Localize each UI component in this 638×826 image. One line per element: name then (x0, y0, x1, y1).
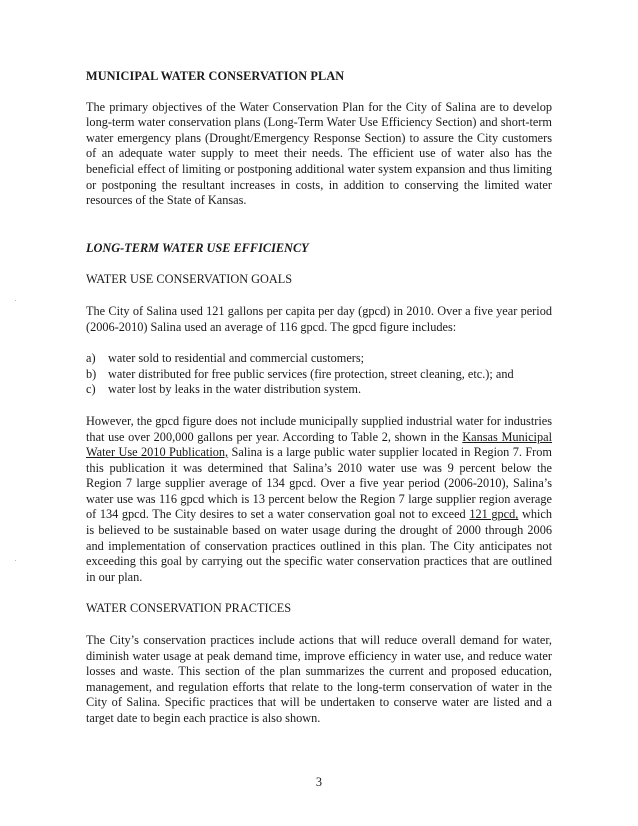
list-marker: c) (86, 382, 96, 397)
however-text-1: However, the gpcd figure does not include municipally supplied industrial water for industries that use over 200,000 gallons per year. According to Table 2, shown in the (86, 413, 552, 444)
goal-value: 121 gpcd, (469, 507, 519, 522)
page-number: 3 (315, 775, 323, 789)
page-content (86, 69, 552, 727)
intro-paragraph: The primary objectives of the Water Conservation Plan for the City of Salina are to develop long-term water conservation plans (Long-Term Water Use Efficiency Section) and short-term water emergency plans (Drought/Emergency Response Section) to assure the City customers of an adequate water supply to meet their needs. The efficient use of water also has the beneficial effect of limiting or postponing additional water system expansion and thus limiting or postponing the resultant increases in costs, in addition to conserving the limited water resources of the State of Kansas. (86, 99, 552, 208)
publication-title: Kansas Municipal Water Use 2010 Publication, (86, 429, 552, 460)
however-text-3: which is believed to be sustainable based on water usage during the drought of 2000 through 2006 and implementation of conservation practices outlined in this plan. The City anticipates not exceeding this goal by carrying out the specific water conservation practices that are outlined in our plan. (86, 507, 552, 584)
scan-mark (15, 300, 16, 301)
list-item-text: water distributed for free public services (fire protection, street cleaning, etc.); and (108, 366, 514, 381)
list-marker: a) (86, 351, 96, 366)
practices-heading: WATER CONSERVATION PRACTICES (86, 601, 292, 616)
list-marker: b) (86, 366, 97, 381)
list-item-text: water sold to residential and commercial customers; (108, 351, 365, 366)
however-text-2: Salina is a large public water supplier located in Region 7. From this publication it was determined that Salina’s 2010 water use was 9 percent below the Region 7 large supplier average of 134 gpcd. Over a five year period (2006-2010), Salina’s water use was 116 gpcd which is 13 percent below the Region 7 large supplier region average of 134 gpcd. The City desires to set a water conservation goal not to exceed (86, 445, 552, 522)
list-item (86, 367, 552, 383)
includes-list (86, 351, 552, 398)
goals-paragraph: The City of Salina used 121 gallons per capita per day (gpcd) in 2010. Over a five year period (2006-2010) Salina used an average of 116 gpcd. The gpcd figure includes: (86, 303, 552, 334)
list-item-text: water lost by leaks in the water distribution system. (108, 382, 362, 397)
scan-mark (15, 560, 16, 561)
practices-paragraph: The City’s conservation practices include actions that will reduce overall demand for water, diminish water usage at peak demand time, improve efficiency in water use, and reduce water losses and waste. This section of the plan summarizes the current and proposed education, management, and regulation efforts that relate to the long-term conservation of water in the City of Salina. Specific practices that will be undertaken to conserve water are listed and a target date to begin each practice is also shown. (86, 633, 552, 725)
goals-heading: WATER USE CONSERVATION GOALS (86, 272, 293, 287)
list-item (86, 351, 552, 367)
section-title: LONG-TERM WATER USE EFFICIENCY (86, 240, 309, 255)
document-title: MUNICIPAL WATER CONSERVATION PLAN (86, 69, 345, 83)
however-paragraph (86, 414, 552, 586)
list-item (86, 382, 552, 398)
